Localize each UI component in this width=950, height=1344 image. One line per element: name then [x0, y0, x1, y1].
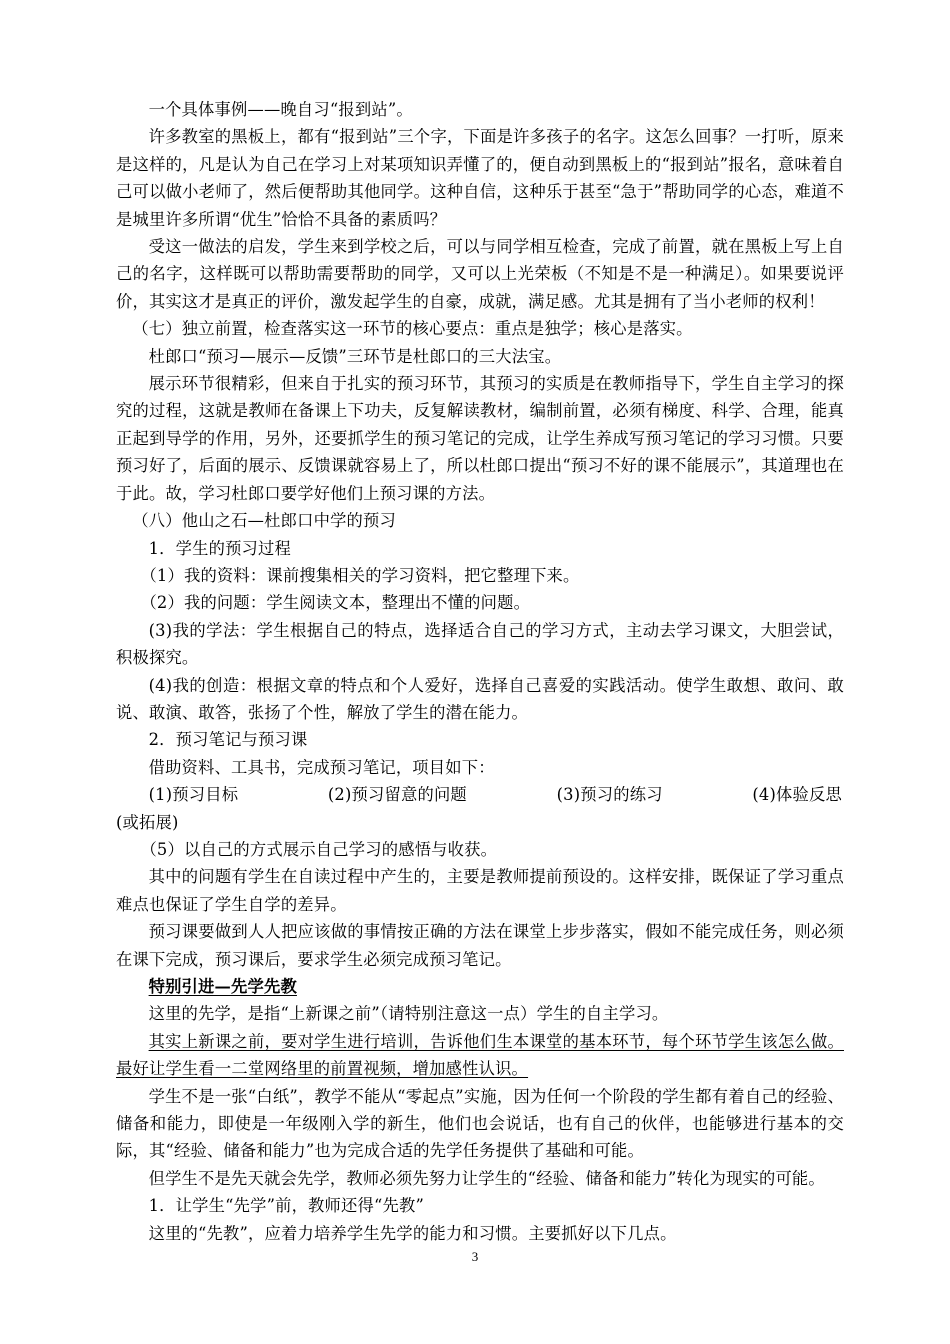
- subheading: 2．预习笔记与预习课: [148, 730, 308, 750]
- list-item: (3)我的学法：学生根据自己的特点，选择适合自己的学习方式，主动去学习课文，大胆尝试，积极探究。: [116, 620, 844, 668]
- subheading: 1．让学生“先学”前，教师还得“先教”: [148, 1196, 424, 1216]
- note-item: (3)预习的练习: [556, 785, 663, 805]
- paragraph: 这里的“先教”，应着力培养学生先学的能力和习惯。主要抓好以下几点。: [148, 1223, 677, 1243]
- note-item: (2)预习留意的问题: [327, 785, 467, 805]
- list-item: （1）我的资料：课前搜集相关的学习资料，把它整理下来。: [140, 565, 580, 585]
- underlined-text: 其实上新课之前，要对学生进行培训，告诉他们生本课堂的基本环节，每个环节学生该怎么做。最好让学生看一二堂网络里的前置视频，增加感性认识。: [116, 1031, 844, 1079]
- list-item: (4)我的创造：根据文章的特点和个人爱好，选择自己喜爱的实践活动。使学生敢想、敢问、敢说、敢演、敢答，张扬了个性，解放了学生的潜在能力。: [116, 675, 844, 722]
- paragraph: 借助资料、工具书，完成预习笔记，项目如下：: [148, 757, 495, 777]
- paragraph: 杜郎口“预习—展示—反馈”三环节是杜郎口的三大法宝。: [148, 346, 562, 366]
- paragraph: 学生不是一张“白纸”，教学不能从“零起点”实施，因为任何一个阶段的学生都有着自己的经验、储备和能力，即使是一年级刚入学的新生，他们也会说话，也有自己的伙伴，也能够进行基本的交际，其“经验、储备和能力”也为完成合适的先学任务提供了基础和可能。: [116, 1086, 844, 1161]
- paragraph: 预习课要做到人人把应该做的事情按正确的方法在课堂上步步落实，假如不能完成任务，则必须在课下完成，预习课后，要求学生必须完成预习笔记。: [116, 922, 844, 969]
- page-number: 3: [471, 1249, 479, 1264]
- paragraph: 展示环节很精彩，但来自于扎实的预习环节，其预习的实质是在教师指导下，学生自主学习的探究的过程，这就是教师在备课上下功夫，反复解读教材，编制前置，必须有梯度、科学、合理，能真正起到导学的作用，另外，还要抓学生的预习笔记的完成，让学生养成写预习笔记的学习习惯。只要预习好了，后面的展示、反馈课就容易上了，所以杜郎口提出“预习不好的课不能展示”，其道理也在于此。故，学习杜郎口要学好他们上预习课的方法。: [116, 374, 844, 503]
- subheading: 1．学生的预习过程: [148, 538, 292, 558]
- paragraph: 一个具体事例——晚自习“报到站”。: [148, 100, 413, 119]
- section-heading-bold: [116, 973, 844, 1000]
- paragraph: 许多教室的黑板上，都有“报到站”三个字，下面是许多孩子的名字。这怎么回事？一打听，原来是这样的，凡是认为自己在学习上对某项知识弄懂了的，便自动到黑板上的“报到站”报名，意味着自己可以做小老师了，然后便帮助其他同学。这种自信，这种乐于甚至“急于”帮助同学的心态，难道不是城里许多所谓“优生”恰恰不具备的素质吗？: [116, 127, 844, 229]
- page-content: [116, 96, 844, 1247]
- paragraph: 这里的先学，是指“上新课之前”（请特别注意这一点）学生的自主学习。: [148, 1004, 669, 1024]
- note-item: (4)体验反思: [752, 785, 842, 805]
- note-item-continuation: (或拓展): [116, 812, 179, 832]
- paragraph: 受这一做法的启发，学生来到学校之后，可以与同学相互检查，完成了前置，就在黑板上写上自己的名字，这样既可以帮助需要帮助的同学，又可以上光荣板（不知是不是一种满足）。如果要说评价，其实这才是真正的评价，激发起学生的自豪，成就，满足感。尤其是拥有了当小老师的权利！: [116, 237, 844, 311]
- paragraph: 但学生不是先天就会先学，教师必须先努力让学生的“经验、储备和能力”转化为现实的可能。: [148, 1168, 825, 1188]
- bold-underlined-heading: 特别引进—先学先教: [148, 977, 297, 996]
- note-items-row: [116, 781, 844, 808]
- section-heading-7: （七）独立前置，检查落实这一环节的核心要点：重点是独学；核心是落实。: [132, 319, 693, 339]
- note-item: (1)预习目标: [148, 785, 239, 805]
- list-item: （5）以自己的方式展示自己学习的感悟与收获。: [140, 839, 498, 859]
- underlined-paragraph: [116, 1028, 844, 1083]
- list-item: （2）我的问题：学生阅读文本，整理出不懂的问题。: [140, 593, 531, 613]
- section-heading-8: （八）他山之石—杜郎口中学的预习: [132, 511, 396, 531]
- paragraph: 其中的问题有学生在自读过程中产生的，主要是教师提前预设的。这样安排，既保证了学习重点难点也保证了学生自学的差异。: [116, 867, 844, 914]
